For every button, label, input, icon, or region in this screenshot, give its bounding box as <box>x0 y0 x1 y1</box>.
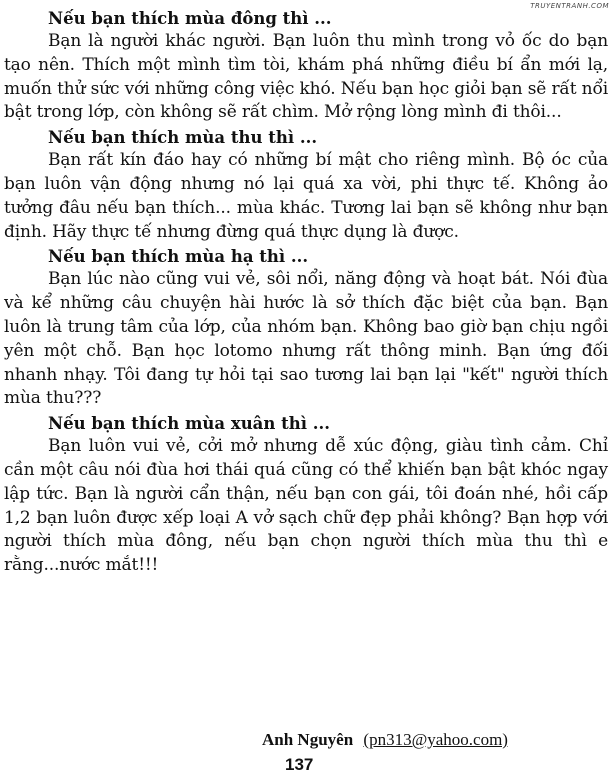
page-number: 137 <box>285 755 314 774</box>
section-body: Bạn lúc nào cũng vui vẻ, sôi nổi, năng động và hoạt bát. Nói đùa và kể những câu chuyện hài hước là sở thích đặc biệt của bạn. Bạn luôn là trung tâm của lớp, của nhóm bạn. Không bao giờ bạn chịu ngồi yên một chỗ. Bạn học lotomo nhưng rất thông minh. Bạn ứng đối nhanh nhạy. Tôi đang tự hỏi tại sao tương lai bạn lại "kết" người thích mùa thu??? <box>4 269 608 409</box>
section-body: Bạn là người khác người. Bạn luôn thu mình trong vỏ ốc do bạn tạo nên. Thích một mình tìm tòi, khám phá những điều bí ẩn mới lạ, muốn thử sức với những công việc khó. Nếu bạn học giỏi bạn sẽ rất nổi bật trong lớp, còn không sẽ rất chìm. Mở rộng lòng mình đi thôi... <box>4 31 608 123</box>
author-name: Anh Nguyên <box>262 730 354 749</box>
section-heading: Nếu bạn thích mùa hạ thì ... <box>48 247 309 267</box>
section-body: Bạn rất kín đáo hay có những bí mật cho riêng mình. Bộ óc của bạn luôn vận động nhưng nó lại quá xa vời, phi thực tế. Không ảo tưởng đâu nếu bạn thích... mùa khác. Tương lai bạn sẽ không như bạn định. Hãy thực tế nhưng đừng quá thực dụng là được. <box>4 150 608 242</box>
section-heading: Nếu bạn thích mùa đông thì ... <box>48 9 332 28</box>
section-spring <box>4 413 608 578</box>
section-heading: Nếu bạn thích mùa thu thì ... <box>48 128 318 148</box>
section-heading: Nếu bạn thích mùa xuân thì ... <box>48 414 330 434</box>
watermark: TRUYENTRANH.COM <box>530 2 609 10</box>
section-summer <box>4 246 608 411</box>
section-winter <box>4 8 608 125</box>
author-signature <box>262 730 508 750</box>
author-email: (pn313@yahoo.com) <box>363 730 508 749</box>
article <box>4 8 608 580</box>
section-autumn <box>4 127 608 244</box>
section-body: Bạn luôn vui vẻ, cởi mở nhưng dễ xúc động, giàu tình cảm. Chỉ cần một câu nói đùa hơi thái quá cũng có thể khiến bạn bật khóc ngay lập tức. Bạn là người cẩn thận, nếu bạn con gái, tôi đoán nhé, hồi cấp 1,2 bạn luôn được xếp loại A vở sạch chữ đẹp phải không? Bạn hợp với người thích mùa đông, nếu bạn chọn người thích mùa thu thì e rằng...nước mắt!!! <box>4 436 608 576</box>
